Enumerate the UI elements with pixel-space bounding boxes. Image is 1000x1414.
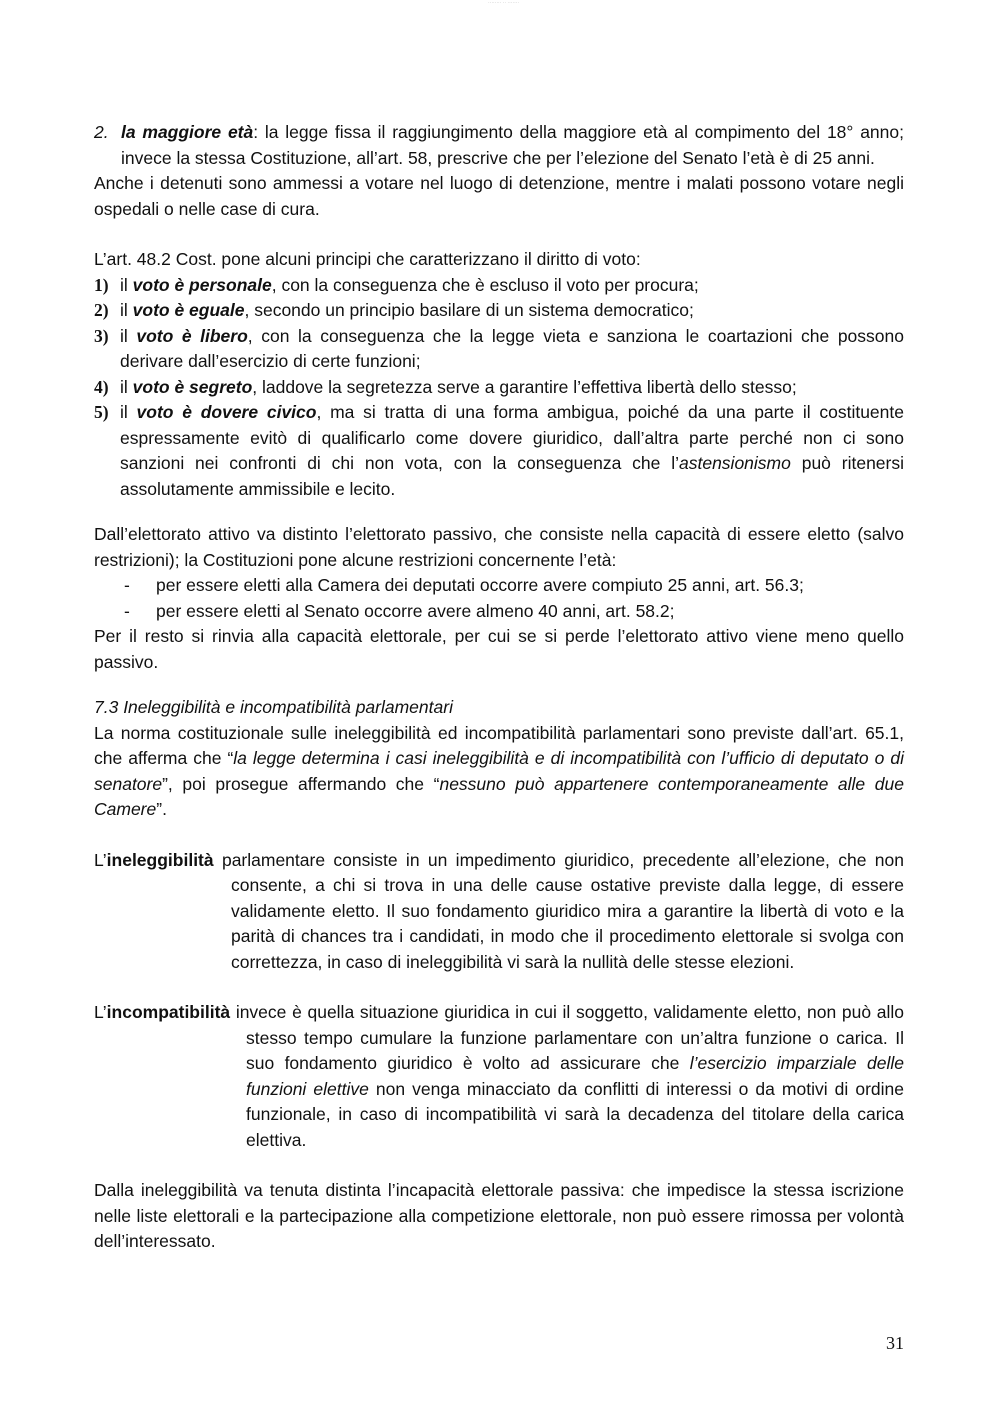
paragraph-principles-intro: L’art. 48.2 Cost. pone alcuni principi che caratterizzano il diritto di voto: bbox=[94, 249, 641, 269]
norma-text-pre: La norma costituzionale sulle ineleggibilità ed incompatibilità parlamentari sono previste dall’art. 65.1, che afferma che “ bbox=[94, 722, 904, 768]
principles-list bbox=[94, 273, 904, 503]
paragraph-resto: Per il resto si rinvia alla capacità elettorale, per cui se si perde l’elettorato attivo viene meno quello passivo. bbox=[94, 626, 904, 672]
incompatibilita-text: invece è quella situazione giuridica in cui il soggetto, validamente eletto, non può allo stesso tempo cumulare la funzione parlamentare con un’altra funzione o carica. Il suo fondamento giuridico è volto ad assicurare che bbox=[230, 1002, 904, 1073]
ineleggibilita-text: parlamentare consiste in un impedimento giuridico, precedente all’elezione, che non consente, a chi si trova in una delle cause ostative previste dalla legge, di essere validamente eletto. Il suo fondamento giuridico mira a garantire la libertà di voto e la parità di chances tra i candidati, in modo che il procedimento elettorale si svolga con correttezza, in caso di ineleggibilità vi sarà la nullità delle stesse elezioni. bbox=[213, 849, 904, 972]
principle-item bbox=[94, 273, 904, 299]
principle-prefix: il bbox=[120, 274, 133, 295]
list-item-maggiore-eta bbox=[94, 120, 904, 171]
paragraph-incapacita: Dalla ineleggibilità va tenuta distinta l’incapacità elettorale passiva: che impedisce la stessa iscrizione nelle liste elettorali e la partecipazione alla competizione elettorale, non può essere rimossa per volontà dell’interessato. bbox=[94, 1180, 904, 1251]
list-item-number: 2. bbox=[94, 122, 109, 142]
page-header-mark: ········ ·· ······· bbox=[488, 0, 520, 6]
list-item-text: per essere eletti alla Camera dei deputati occorre avere compiuto 25 anni, art. 56.3; bbox=[156, 575, 804, 595]
incompatibilita-pre: L’ bbox=[94, 1002, 107, 1022]
paragraph-ineleggibilita bbox=[94, 848, 904, 976]
list-item-text: per essere eletti al Senato occorre avere almeno 40 anni, art. 58.2; bbox=[156, 600, 675, 621]
ineleggibilita-pre: L’ bbox=[94, 849, 107, 870]
incompatibilita-italic: l’esercizio imparziale delle funzioni elettive bbox=[246, 1053, 904, 1099]
principle-item bbox=[94, 375, 904, 401]
norma-quote-2: nessuno può appartenere contemporaneamente alle due Camere bbox=[94, 773, 904, 819]
principle-text: , con la conseguenza che è escluso il voto per procura; bbox=[271, 274, 699, 295]
principle-term: voto è eguale bbox=[132, 300, 245, 320]
principle-item bbox=[94, 298, 904, 324]
paragraph-detenuti: Anche i detenuti sono ammessi a votare nel luogo di detenzione, mentre i malati possono votare negli ospedali o nelle case di cura. bbox=[94, 173, 904, 219]
section-title bbox=[94, 695, 904, 721]
list-item-text: : la legge fissa il raggiungimento della maggiore età al compimento del 18° anno; invece la stessa Costituzione, all’art. 58, prescrive che per l’elezione del Senato l’età è di 25 anni. bbox=[121, 122, 904, 168]
principle-tail: può ritenersi assolutamente ammissibile e lecito. bbox=[120, 453, 904, 499]
age-requirements-list bbox=[94, 573, 904, 624]
principle-number: 3) bbox=[94, 325, 109, 346]
list-item bbox=[94, 599, 904, 625]
principle-italic-term: astensionismo bbox=[679, 453, 791, 473]
norma-text-post: ”. bbox=[156, 799, 167, 819]
principle-prefix: il bbox=[120, 300, 133, 320]
principle-number: 2) bbox=[94, 300, 109, 320]
paragraph-incompatibilita bbox=[94, 1000, 904, 1153]
norma-quote-1: la legge determina i casi ineleggibilità e di incompatibilità con l’ufficio di deputato o di senatore bbox=[94, 748, 904, 794]
term-maggiore-eta: la maggiore età bbox=[121, 122, 254, 142]
dash-bullet: - bbox=[124, 575, 130, 595]
principle-text: , ma si tratta di una forma ambigua, poiché da una parte il costituente espressamente evitò di qualificarlo come dovere giuridico, dall’altra parte perché non ci sono sanzioni nei confronti di chi non vota, con la conseguenza che l’ bbox=[120, 402, 904, 473]
principle-term: voto è personale bbox=[132, 274, 272, 295]
principle-prefix: il bbox=[120, 402, 137, 422]
principle-item bbox=[94, 400, 904, 502]
principle-term: voto è segreto bbox=[132, 376, 253, 397]
norma-text-mid: ”, poi prosegue affermando che “ bbox=[162, 773, 440, 794]
principle-prefix: il bbox=[120, 376, 133, 397]
section-title-text: 7.3 Ineleggibilità e incompatibilità parlamentari bbox=[94, 697, 453, 717]
principle-term: voto è libero bbox=[136, 325, 248, 346]
principle-number: 1) bbox=[94, 274, 109, 295]
paragraph-norma-costituzionale bbox=[94, 721, 904, 823]
incompatibilita-tail: non venga minacciato da conflitti di interessi o da motivi di ordine funzionale, in caso di incompatibilità vi sarà la decadenza del titolare della carica elettiva. bbox=[246, 1078, 904, 1150]
principle-number: 5) bbox=[94, 402, 109, 422]
principle-text: , secondo un principio basilare di un sistema democratico; bbox=[244, 300, 694, 320]
dash-bullet: - bbox=[124, 600, 130, 621]
principle-text: , con la conseguenza che la legge vieta e sanziona le coartazioni che possono derivare dall’esercizio di certe funzioni; bbox=[120, 325, 904, 371]
list-item bbox=[94, 573, 904, 599]
principle-item bbox=[94, 324, 904, 375]
principle-number: 4) bbox=[94, 376, 109, 397]
document-page bbox=[94, 120, 904, 1255]
principle-term: voto è dovere civico bbox=[136, 402, 317, 422]
page-number: 31 bbox=[886, 1333, 904, 1353]
principle-text: , laddove la segretezza serve a garantire l’effettiva libertà dello stesso; bbox=[252, 376, 797, 397]
paragraph-elettorato-passivo: Dall’elettorato attivo va distinto l’elettorato passivo, che consiste nella capacità di essere eletto (salvo restrizioni); la Costituzioni pone alcune restrizioni concernente l’età: bbox=[94, 524, 904, 570]
term-ineleggibilita: ineleggibilità bbox=[106, 849, 214, 870]
term-incompatibilita: incompatibilità bbox=[106, 1002, 231, 1022]
principle-prefix: il bbox=[120, 325, 137, 346]
